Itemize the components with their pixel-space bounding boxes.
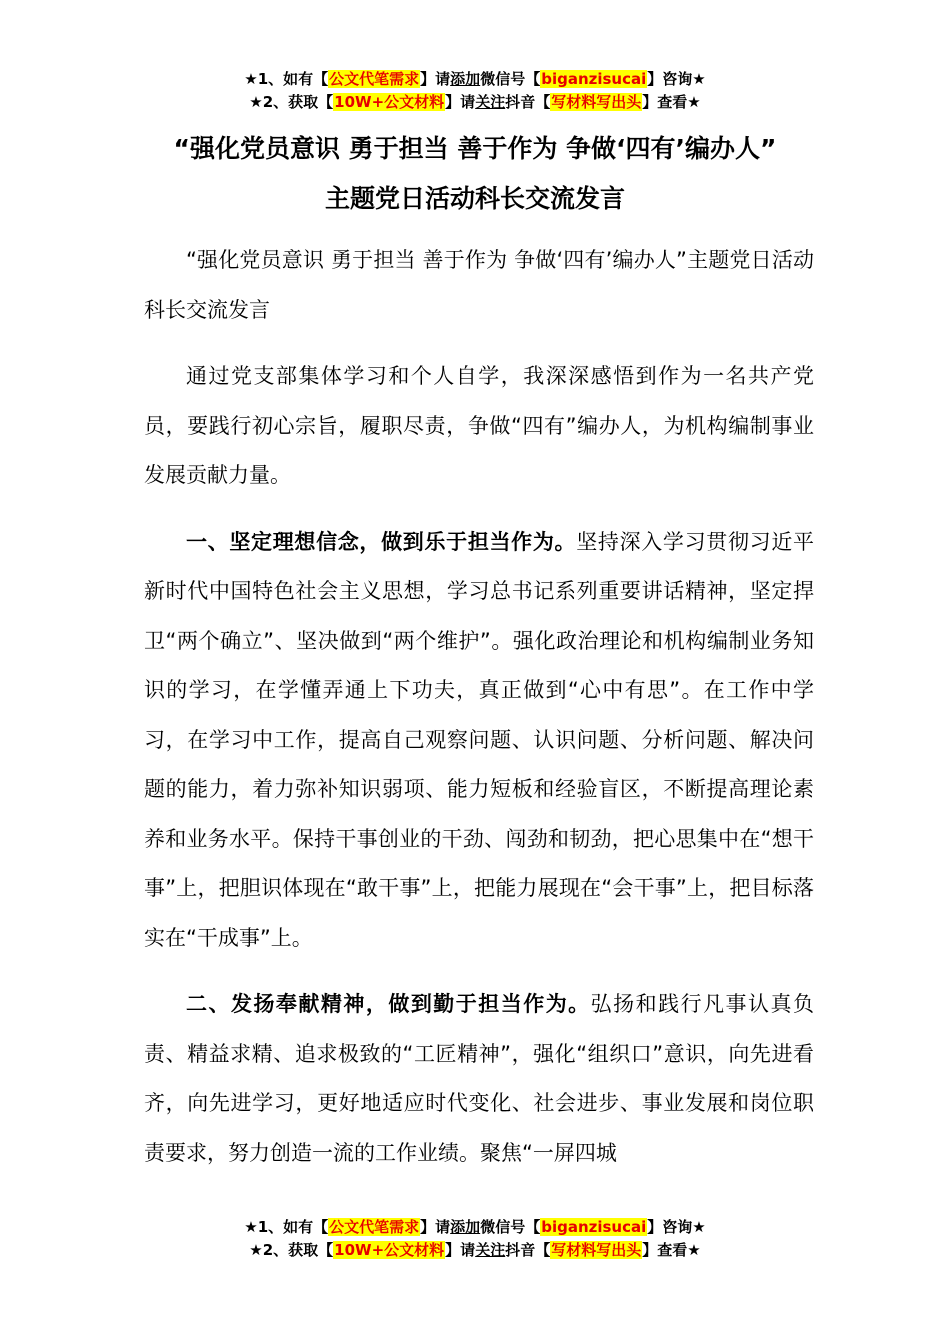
section-1-heading: 一、坚定理想信念，做到乐于担当作为。 — [186, 529, 577, 554]
section-2-text: 弘扬和践行凡事认真负责、精益求精、追求极致的“工匠精神”，强化“组织口”意识，向先进看齐，向先进学习，更好地适应时代变化、社会进步、事业发展和岗位职责要求，努力创造一流的工作业绩。聚焦“一屏四城 — [144, 992, 815, 1165]
underlined-add: 添加 — [450, 1218, 481, 1236]
paragraph-subtitle: “强化党员意识 勇于担当 善于作为 争做‘四有’编办人”主题党日活动科长交流发言 — [144, 248, 814, 322]
highlight-materials: 10W+公文材料 — [334, 1241, 445, 1259]
star-icon: ★ — [692, 1218, 706, 1236]
promo-line-2: ★2、获取【10W+公文材料】请关注抖音【写材料写出头】查看★ — [249, 1241, 701, 1259]
underlined-follow: 关注 — [475, 93, 506, 111]
document-title — [0, 124, 950, 224]
highlight-service: 公文代笔需求 — [329, 70, 420, 88]
star-icon: ★ — [244, 70, 258, 88]
star-icon: ★ — [249, 93, 263, 111]
footer-promo-banner — [0, 1216, 950, 1262]
star-icon: ★ — [692, 70, 706, 88]
star-icon: ★ — [687, 1241, 701, 1259]
promo-line-1: ★1、如有【公文代笔需求】请添加微信号【biganzisucai】咨询★ — [244, 70, 706, 88]
header-promo-banner — [0, 68, 950, 114]
star-icon: ★ — [244, 1218, 258, 1236]
section-1-text: 坚持深入学习贯彻习近平新时代中国特色社会主义思想，学习总书记系列重要讲话精神，坚定捍卫“两个确立”、坚决做到“两个维护”。强化政治理论和机构编制业务知识的学习，在学懂弄通上下功夫，真正做到“心中有思”。在工作中学习，在学习中工作，提高自己观察问题、认识问题、分析问题、解决问题的能力，着力弥补知识弱项、能力短板和经验盲区，不断提高理论素养和业务水平。保持干事创业的干劲、闯劲和韧劲，把心思集中在“想干事”上，把胆识体现在“敢干事”上，把能力展现在“会干事”上，把目标落实在“干成事”上。 — [144, 529, 815, 950]
highlight-douyin-account: 写材料写出头 — [551, 1241, 642, 1259]
highlight-materials: 10W+公文材料 — [334, 93, 445, 111]
underlined-follow: 关注 — [475, 1241, 506, 1259]
promo-line-2: ★2、获取【10W+公文材料】请关注抖音【写材料写出头】查看★ — [249, 93, 701, 111]
highlight-wechat-id: biganzisucai — [541, 70, 647, 88]
title-line-1: “强化党员意识 勇于担当 善于作为 争做‘四有’编办人” — [173, 134, 777, 163]
paragraph-section-2 — [144, 980, 814, 1178]
highlight-wechat-id: biganzisucai — [541, 1218, 647, 1236]
promo-line-1: ★1、如有【公文代笔需求】请添加微信号【biganzisucai】咨询★ — [244, 1218, 706, 1236]
star-icon: ★ — [687, 93, 701, 111]
paragraph-section-1 — [144, 518, 814, 964]
highlight-douyin-account: 写材料写出头 — [551, 93, 642, 111]
paragraph-intro: 通过党支部集体学习和个人自学，我深深感悟到作为一名共产党员，要践行初心宗旨，履职尽责，争做“四有”编办人，为机构编制事业发展贡献力量。 — [144, 364, 814, 487]
underlined-add: 添加 — [450, 70, 481, 88]
highlight-service: 公文代笔需求 — [329, 1218, 420, 1236]
section-2-heading: 二、发扬奉献精神，做到勤于担当作为。 — [186, 992, 591, 1016]
star-icon: ★ — [249, 1241, 263, 1259]
title-line-2: 主题党日活动科长交流发言 — [324, 184, 625, 213]
document-body — [144, 236, 814, 1195]
